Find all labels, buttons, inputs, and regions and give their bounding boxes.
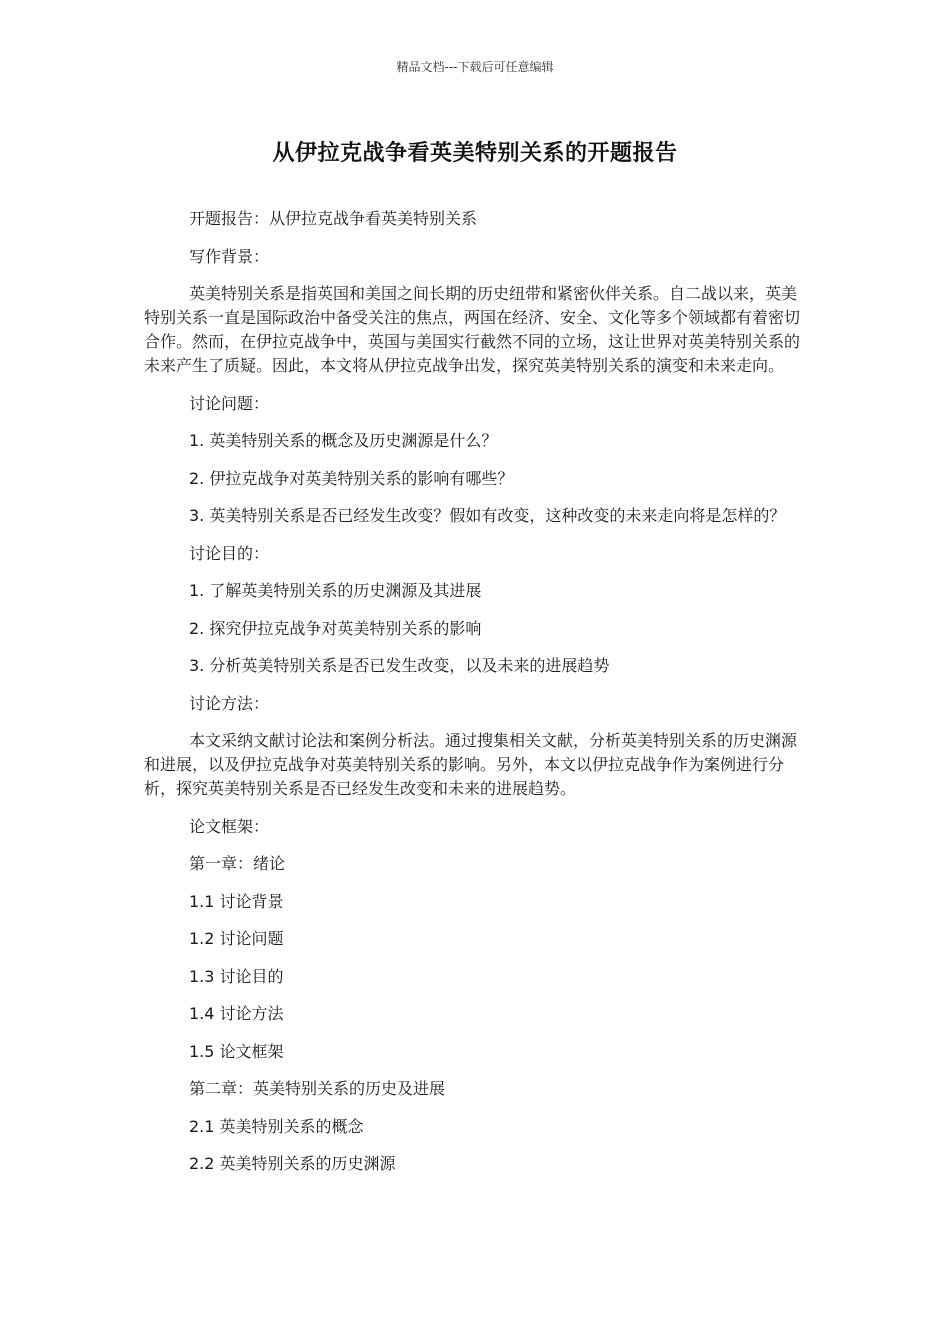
chapter-heading: 第二章：英美特别关系的历史及进展 bbox=[189, 1079, 446, 1098]
outline-item: 1.5 论文框架 bbox=[189, 1041, 284, 1061]
outline-item: 2.1 英美特别关系的概念 bbox=[189, 1116, 364, 1136]
header-note: 精品文档---下载后可任意编辑 bbox=[396, 60, 554, 74]
outline-item: 2.2 英美特别关系的历史渊源 bbox=[189, 1154, 396, 1173]
list-item: 2. 探究伊拉克战争对英美特别关系的影响 bbox=[189, 618, 482, 638]
section-heading-purpose: 讨论目的： bbox=[189, 543, 270, 563]
chapter-heading: 第一章：绪论 bbox=[189, 854, 286, 873]
outline-item: 1.3 讨论目的 bbox=[189, 966, 284, 986]
section-heading-framework: 论文框架： bbox=[189, 816, 270, 836]
list-item: 2. 伊拉克战争对英美特别关系的影响有哪些？ bbox=[189, 468, 514, 488]
list-item: 1. 英美特别关系的概念及历史渊源是什么？ bbox=[189, 431, 498, 450]
outline-item: 1.1 讨论背景 bbox=[189, 891, 284, 911]
outline-item: 1.2 讨论问题 bbox=[189, 929, 284, 948]
document-body bbox=[144, 207, 812, 1190]
list-item: 3. 分析英美特别关系是否已发生改变，以及未来的进展趋势 bbox=[189, 656, 610, 675]
outline-item: 1.4 讨论方法 bbox=[189, 1004, 284, 1023]
section-heading-questions: 讨论问题： bbox=[189, 393, 270, 413]
section-heading-method: 讨论方法： bbox=[189, 693, 270, 713]
document-title: 从伊拉克战争看英美特别关系的开题报告 bbox=[272, 141, 678, 166]
method-paragraph: 本文采纳文献讨论法和案例分析法。通过搜集相关文献，分析英美特别关系的历史渊源和进展，以及伊拉克战争对英美特别关系的影响。另外，本文以伊拉克战争作为案例进行分析，探究英美特别关系是否已经发生改变和未来的进展趋势。 bbox=[144, 731, 798, 798]
section-heading-background: 写作背景： bbox=[189, 246, 270, 266]
background-paragraph: 英美特别关系是指英国和美国之间长期的历史纽带和紧密伙伴关系。自二战以来，英美特别关系一直是国际政治中备受关注的焦点，两国在经济、安全、文化等多个领域都有着密切合作。然而，在伊拉克战争中，英国与美国实行截然不同的立场，这让世界对英美特别关系的未来产生了质疑。因此，本文将从伊拉克战争出发，探究英美特别关系的演变和未来走向。 bbox=[144, 284, 801, 375]
list-item: 3. 英美特别关系是否已经发生改变？假如有改变，这种改变的未来走向将是怎样的？ bbox=[189, 506, 786, 525]
list-item: 1. 了解英美特别关系的历史渊源及其进展 bbox=[189, 581, 482, 600]
intro-line: 开题报告：从伊拉克战争看英美特别关系 bbox=[189, 209, 478, 228]
